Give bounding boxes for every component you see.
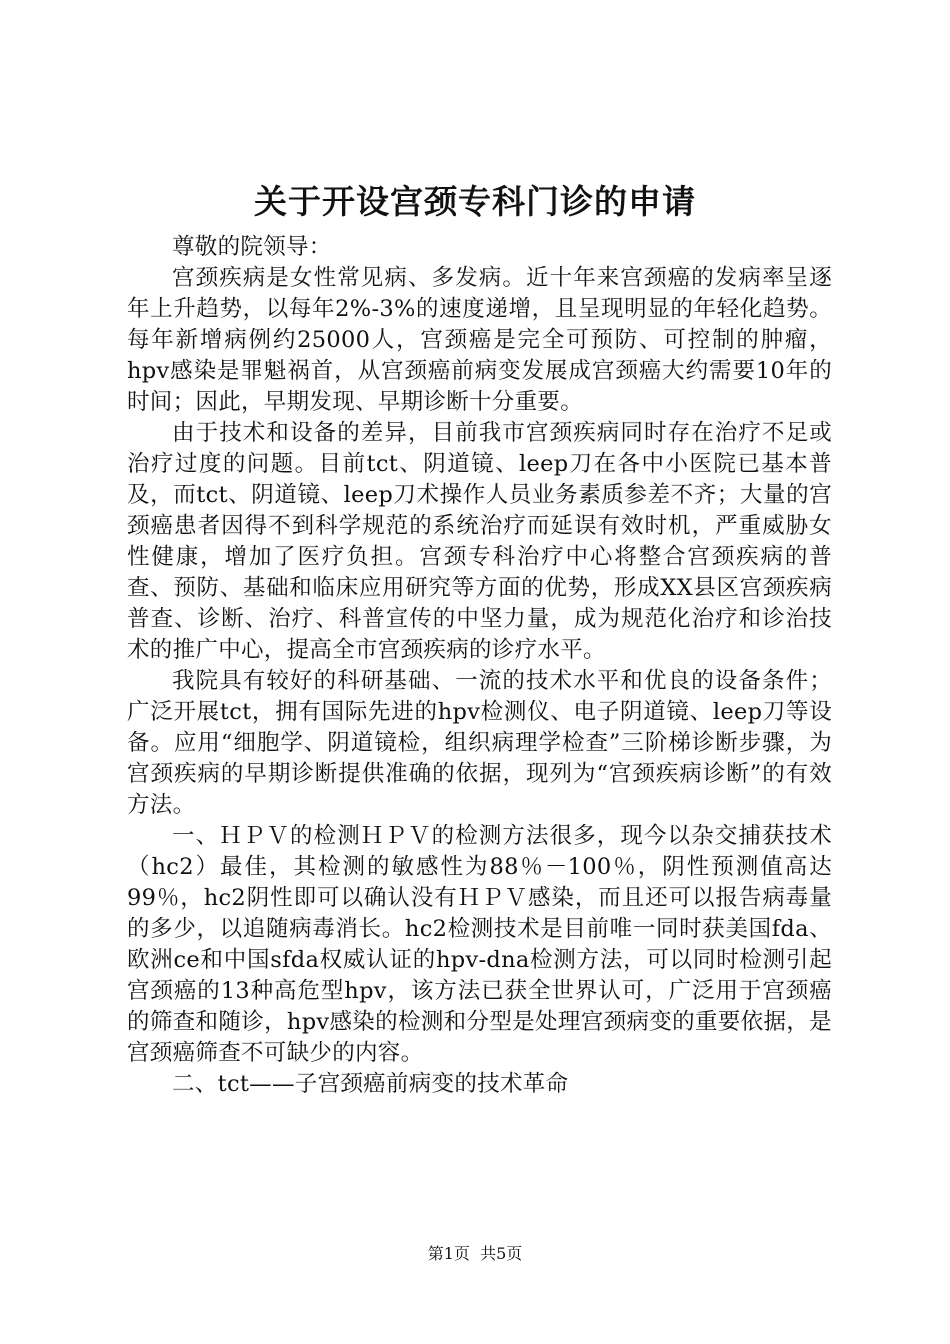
document-title: 关于开设宫颈专科门诊的申请 <box>254 182 696 221</box>
paragraph-4: 一、ＨＰＶ的检测ＨＰＶ的检测方法很多，现今以杂交捕获技术（hc2）最佳，其检测的敏感性为88％－100％，阴性预测值高达99％，hc2阴性即可以确认没有ＨＰＶ感染，而且还可以报告病毒量的多少，以追随病毒消长。hc2检测技术是目前唯一同时获美国fda、欧洲ce和中国sfda权威认证的hpv-dna检测方法，可以同时检测引起宫颈癌的13种高危型hpv，该方法已获全世界认可，广泛用于宫颈癌的筛查和随诊，hpv感染的检测和分型是处理宫颈病变的重要依据，是宫颈癌筛查不可缺少的内容。 <box>127 823 832 1066</box>
paragraph-2: 由于技术和设备的差异，目前我市宫颈疾病同时存在治疗不足或治疗过度的问题。目前tct、阴道镜、leep刀在各中小医院已基本普及，而tct、阴道镜、leep刀术操作人员业务素质参差不齐；大量的宫颈癌患者因得不到科学规范的系统治疗而延误有效时机，严重威胁女性健康，增加了医疗负担。宫颈专科治疗中心将整合宫颈疾病的普查、预防、基础和临床应用研究等方面的优势，形成XX县区宫颈疾病普查、诊断、治疗、科普宣传的中坚力量，成为规范化治疗和诊治技术的推广中心，提高全市宫颈疾病的诊疗水平。 <box>127 420 832 663</box>
paragraph-3: 我院具有较好的科研基础、一流的技术水平和优良的设备条件；广泛开展tct，拥有国际先进的hpv检测仪、电子阴道镜、leep刀等设备。应用“细胞学、阴道镜检，组织病理学检查”三阶梯诊断步骤，为宫颈疾病的早期诊断提供准确的依据，现列为“宫颈疾病诊断”的有效方法。 <box>127 668 832 818</box>
paragraph-1: 宫颈疾病是女性常见病、多发病。近十年来宫颈癌的发病率呈逐年上升趋势，以每年2%-3%的速度递增，且呈现明显的年轻化趋势。每年新增病例约25000人，宫颈癌是完全可预防、可控制的肿瘤，hpv感染是罪魁祸首，从宫颈癌前病变发展成宫颈癌大约需要10年的时间；因此，早期发现、早期诊断十分重要。 <box>127 265 832 415</box>
paragraph-5: 二、tct——子宫颈癌前病变的技术革命 <box>172 1071 569 1097</box>
salutation: 尊敬的院领导： <box>172 234 332 260</box>
page-footer <box>0 1242 950 1266</box>
page-number-total: 共5页 <box>480 1244 523 1263</box>
page-number-current: 第1页 <box>427 1244 470 1263</box>
document-body <box>127 232 832 1100</box>
